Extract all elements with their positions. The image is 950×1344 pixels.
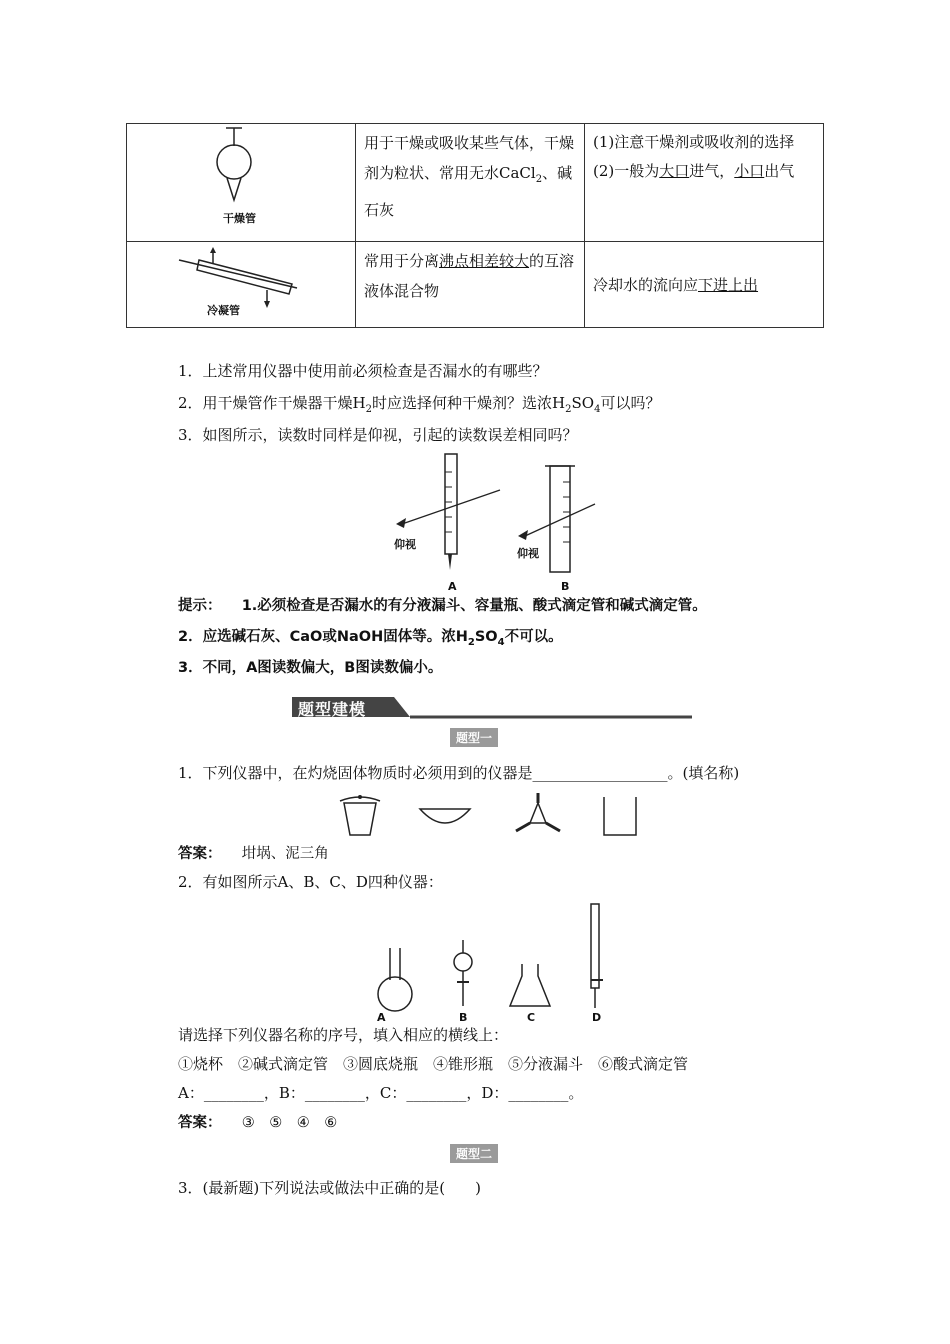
condenser-notes: 冷却水的流向应下进上出 [585, 242, 824, 328]
hint-line-2: 2．应选碱石灰、CaO或NaOH固体等。浓$H_2SO_4$不可以。 [178, 629, 563, 648]
exercise-2-label-a: A [377, 1011, 386, 1024]
condenser-use: 常用于分离沸点相差较大的互溶液体混合物 [356, 242, 585, 328]
exercise-2-label-b: B [459, 1011, 468, 1024]
exercise-2-question: 2．有如图所示A、B、C、D四种仪器： [178, 873, 443, 891]
drying-tube-notes: (1)注意干燥剂或吸收剂的选择 (2)一般为大口进气，小口出气 [585, 124, 824, 242]
exercise-1-figures [330, 793, 660, 841]
look-up-label-b: 仰视 [517, 547, 539, 560]
exercise-2-answer: 答案： ③ ⑤ ④ ⑥ [178, 1115, 338, 1131]
figure-label-a: A [448, 580, 457, 593]
hint-line-1: 提示： 1.必须检查是否漏水的有分液漏斗、容量瓶、酸式滴定管和碱式滴定管。 [178, 598, 707, 614]
apparatus-table [126, 123, 824, 328]
look-up-label-a: 仰视 [394, 538, 416, 551]
condenser-label: 冷凝管 [207, 304, 240, 317]
hint-line-3: 3．不同，A图读数偏大，B图读数偏小。 [178, 660, 443, 676]
exercise-2-blanks: A：________，B：________，C：________，D：________。 [178, 1084, 584, 1102]
exercise-1-answer: 答案： 坩埚、泥三角 [178, 846, 329, 862]
exercise-2-options: ①烧杯 ②碱式滴定管 ③圆底烧瓶 ④锥形瓶 ⑤分液漏斗 ⑥酸式滴定管 [178, 1055, 689, 1073]
drying-tube-use: 用于干燥或吸收某些气体，干燥剂为粒状、常用无水CaCl$_2$、碱石灰 [356, 124, 585, 242]
exercise-2-label-d: D [592, 1011, 602, 1024]
question-3: 3．如图所示，读数时同样是仰视，引起的读数误差相同吗？ [178, 426, 578, 444]
section-banner-label: 题型建模 [298, 700, 367, 719]
exercise-3-question: 3．(最新题)下列说法或做法中正确的是( ) [178, 1179, 481, 1197]
drying-tube-figure-cell [127, 124, 356, 242]
exercise-2-instruction: 请选择下列仪器名称的序号，填入相应的横线上： [178, 1026, 509, 1044]
type-1-tag: 题型一 [450, 728, 498, 747]
drying-tube-label: 干燥管 [223, 212, 256, 225]
question-2: 2．用干燥管作干燥器干燥$H_2$时应选择何种干燥剂？选浓$H_2SO_4$可以吗？ [178, 394, 661, 415]
figure-label-b: B [561, 580, 570, 593]
exercise-1-question: 1．下列仪器中，在灼烧固体物质时必须用到的仪器是__________________。(填名称) [178, 764, 740, 782]
condenser-figure-cell [127, 242, 356, 328]
reading-figure [390, 452, 610, 592]
question-1: 1．上述常用仪器中使用前必须检查是否漏水的有哪些？ [178, 362, 548, 380]
exercise-2-figures [370, 902, 630, 1022]
exercise-2-label-c: C [527, 1011, 536, 1024]
type-2-tag: 题型二 [450, 1144, 498, 1163]
